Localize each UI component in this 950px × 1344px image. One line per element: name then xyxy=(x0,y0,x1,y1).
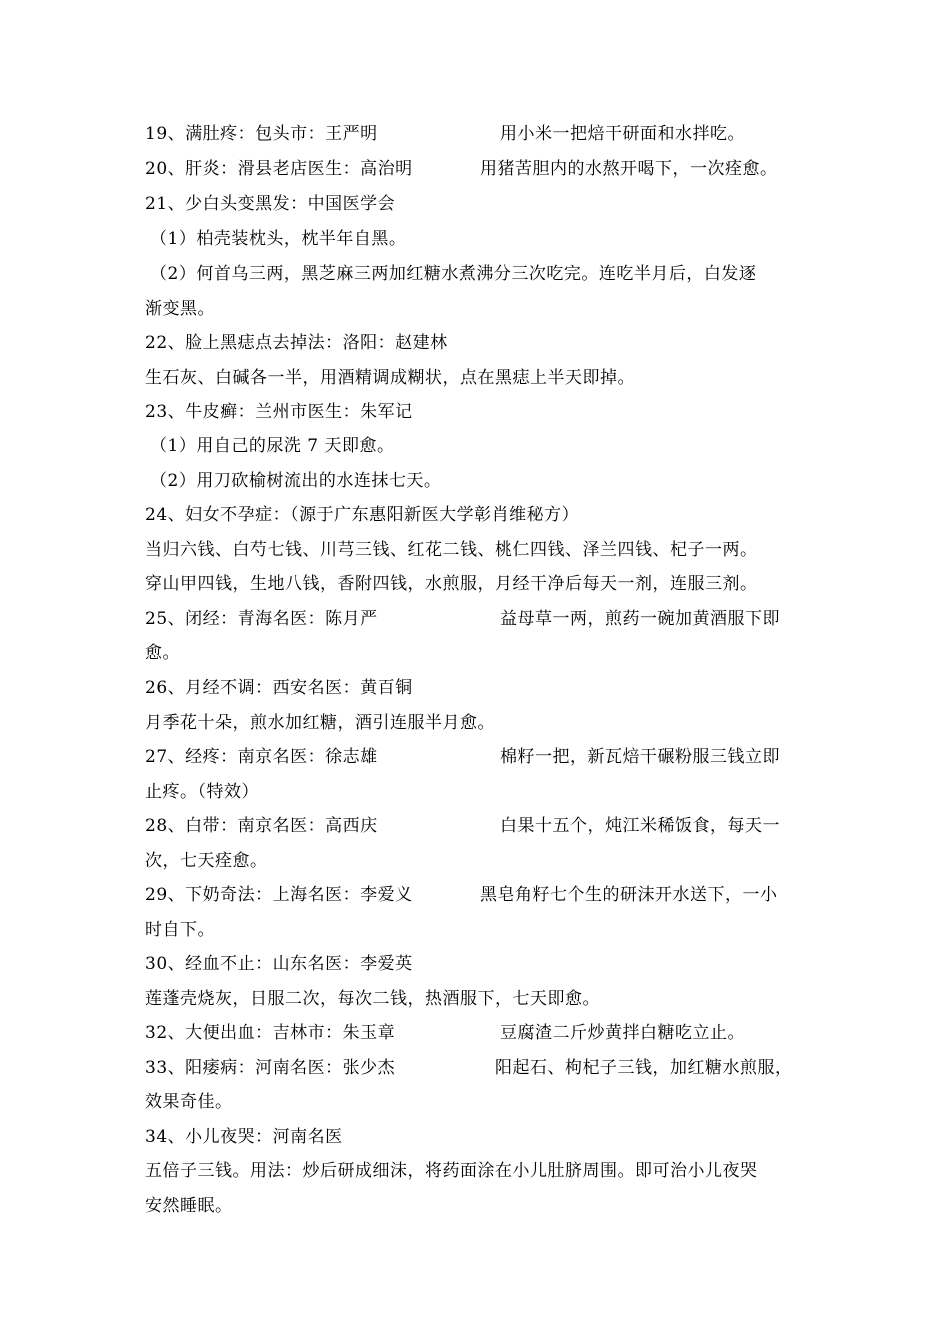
entry-remedy: 豆腐渣二斤炒黄拌白糖吃立止。 xyxy=(500,1023,745,1043)
entry-remedy: 益母草一两，煎药一碗加黄酒服下即 xyxy=(500,609,780,629)
entry-remedy: 黑皂角籽七个生的研沫开水送下，一小 xyxy=(480,885,778,905)
entry-29 xyxy=(145,883,778,907)
entry-24-text-1: 当归六钱、白芍七钱、川芎三钱、红花二钱、桃仁四钱、泽兰四钱、杞子一两。 xyxy=(145,540,758,560)
entry-heading: 28、白带：南京名医：高西庆 xyxy=(145,816,378,836)
entry-24-text-2: 穿山甲四钱，生地八钱，香附四钱，水煎服，月经干净后每天一剂，连服三剂。 xyxy=(145,574,758,594)
entry-34-cont: 安然睡眠。 xyxy=(145,1196,233,1216)
entry-29-cont: 时自下。 xyxy=(145,920,215,940)
entry-23-heading: 23、牛皮癣：兰州市医生：朱军记 xyxy=(145,402,413,422)
entry-remedy: 棉籽一把，新瓦焙干碾粉服三钱立即 xyxy=(500,747,780,767)
entry-19 xyxy=(145,122,745,146)
entry-heading: 25、闭经：青海名医：陈月严 xyxy=(145,609,378,629)
entry-22-heading: 22、脸上黑痣点去掉法：洛阳：赵建林 xyxy=(145,333,448,353)
entry-33-cont: 效果奇佳。 xyxy=(145,1092,233,1112)
entry-34-text: 五倍子三钱。用法：炒后研成细沫，将药面涂在小儿肚脐周围。即可治小儿夜哭 xyxy=(145,1161,758,1181)
entry-heading: 20、肝炎：滑县老店医生：高治明 xyxy=(145,159,413,179)
entry-heading: 19、满肚疼：包头市：王严明 xyxy=(145,124,378,144)
entry-heading: 33、阳痿病：河南名医：张少杰 xyxy=(145,1058,396,1078)
entry-remedy: 用小米一把焙干研面和水拌吃。 xyxy=(500,124,745,144)
entry-23-item-1: （1）用自己的尿洗 7 天即愈。 xyxy=(150,436,395,456)
entry-27 xyxy=(145,745,780,769)
entry-26-text: 月季花十朵，煎水加红糖，酒引连服半月愈。 xyxy=(145,713,495,733)
entry-22-text: 生石灰、白碱各一半，用酒精调成糊状，点在黑痣上半天即掉。 xyxy=(145,368,635,388)
entry-26-heading: 26、月经不调：西安名医：黄百铜 xyxy=(145,678,413,698)
entry-remedy: 白果十五个，炖江米稀饭食，每天一 xyxy=(500,816,780,836)
entry-heading: 27、经疼：南京名医：徐志雄 xyxy=(145,747,378,767)
entry-23-item-2: （2）用刀砍榆树流出的水连抹七天。 xyxy=(150,471,442,491)
entry-30-heading: 30、经血不止：山东名医：李爱英 xyxy=(145,954,413,974)
entry-21-item-2: （2）何首乌三两，黑芝麻三两加红糖水煮沸分三次吃完。连吃半月后，白发逐 xyxy=(150,264,757,284)
entry-34-heading: 34、小儿夜哭：河南名医 xyxy=(145,1127,343,1147)
entry-28-cont: 次，七天痊愈。 xyxy=(145,851,268,871)
entry-33 xyxy=(145,1056,793,1080)
entry-27-cont: 止疼。（特效） xyxy=(145,782,259,802)
entry-32 xyxy=(145,1021,745,1045)
entry-20 xyxy=(145,157,778,181)
entry-heading: 29、下奶奇法：上海名医：李爱义 xyxy=(145,885,413,905)
entry-30-text: 莲蓬壳烧灰，日服二次，每次二钱，热酒服下，七天即愈。 xyxy=(145,989,600,1009)
entry-heading: 32、大便出血：吉林市：朱玉章 xyxy=(145,1023,396,1043)
entry-25-cont: 愈。 xyxy=(145,643,180,663)
entry-remedy: 用猪苦胆内的水熬开喝下，一次痊愈。 xyxy=(480,159,778,179)
entry-remedy: 阳起石、枸杞子三钱，加红糖水煎服， xyxy=(495,1058,793,1078)
entry-21-heading: 21、少白头变黑发：中国医学会 xyxy=(145,194,396,214)
entry-21-item-2-cont: 渐变黑。 xyxy=(145,299,215,319)
entry-21-item-1: （1）柏壳装枕头，枕半年自黑。 xyxy=(150,229,407,249)
entry-24-heading: 24、妇女不孕症：（源于广东惠阳新医大学彰肖维秘方） xyxy=(145,505,580,525)
entry-28 xyxy=(145,814,780,838)
entry-25 xyxy=(145,607,780,631)
